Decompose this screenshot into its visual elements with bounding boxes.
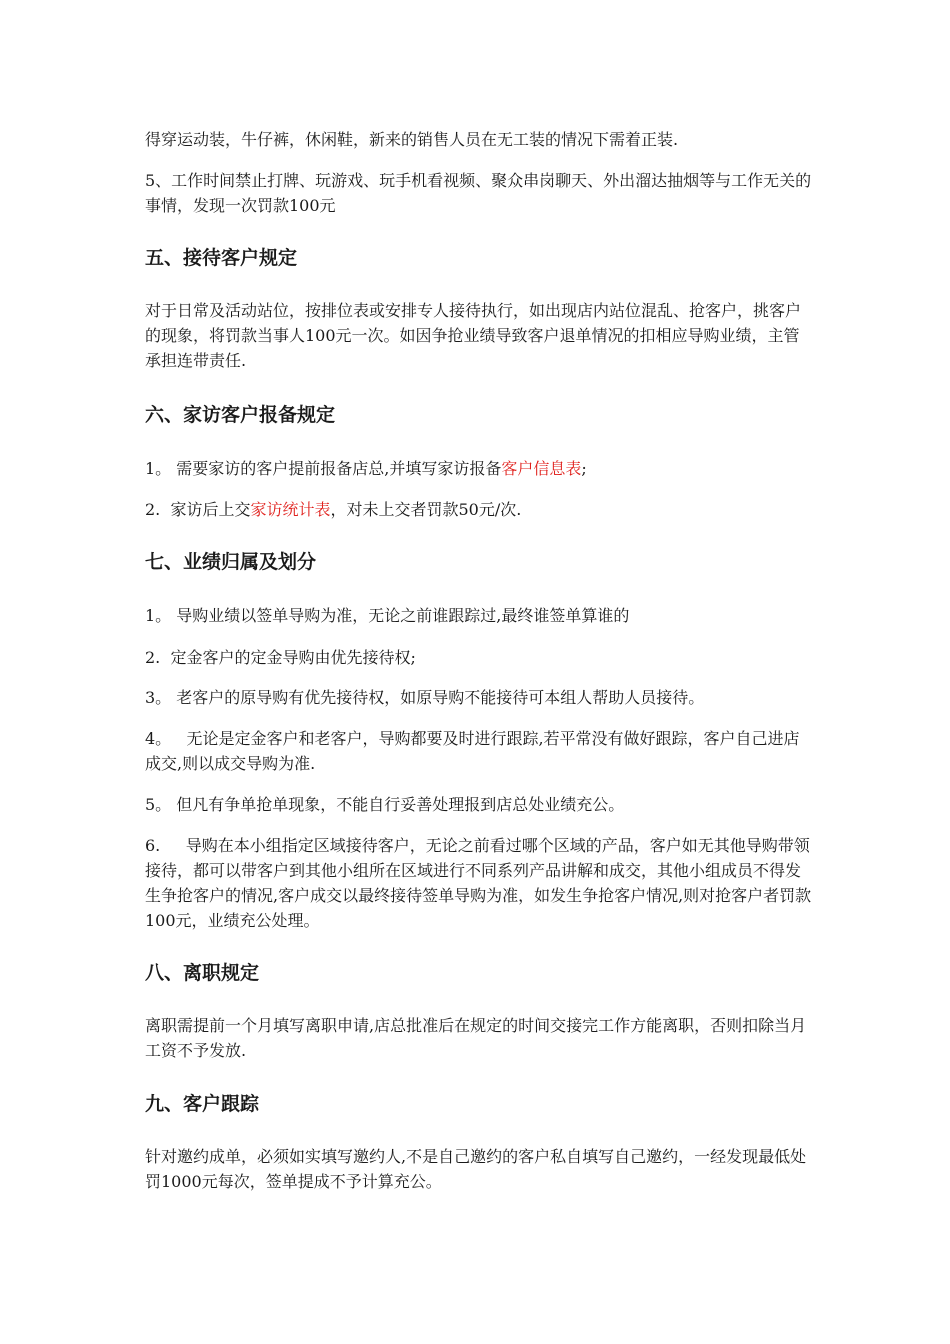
home-visit-stats-form-link: 家访统计表 (250, 500, 331, 519)
heading-customer-follow-up: 九、客户跟踪 (145, 1093, 260, 1115)
performance-item-2: 2. 定金客户的定金导购由优先接待权; (145, 648, 416, 667)
paragraph-customer-follow-up: 针对邀约成单，必须如实填写邀约人,不是自己邀约的客户私自填写自己邀约，一经发现最低处罚1000元每次，签单提成不予计算充公。 (145, 1147, 807, 1191)
customer-info-form-link: 客户信息表 (501, 459, 582, 478)
paragraph-rule-5: 5、工作时间禁止打牌、玩游戏、玩手机看视频、聚众串岗聊天、外出溜达抽烟等与工作无关的事情，发现一次罚款100元 (145, 171, 812, 215)
performance-item-6: 6. 导购在本小组指定区域接待客户，无论之前看过哪个区域的产品，客户如无其他导购带领接待，都可以带客户到其他小组所在区域进行不同系列产品讲解和成交，其他小组成员不得发生争抢客户的情况,客户成交以最终接待签单导购为准，如发生争抢客户情况,则对抢客户者罚款100元，业绩充公处理。 (145, 836, 812, 930)
home-visit-item-1 (145, 456, 815, 481)
home-visit-item-2-end: ，对未上交者罚款50元/次. (330, 500, 522, 519)
home-visit-item-1-text: 1。 需要家访的客户提前报备店总,并填写家访报备 (145, 459, 502, 478)
home-visit-item-2 (145, 497, 815, 522)
performance-item-5: 5。 但凡有争单抢单现象，不能自行妥善处理报到店总处业绩充公。 (145, 795, 625, 814)
paragraph-dress-code-cont: 得穿运动装，牛仔裤，休闲鞋，新来的销售人员在无工装的情况下需着正装. (145, 130, 679, 149)
performance-item-3: 3。 老客户的原导购有优先接待权，如原导购不能接待可本组人帮助人员接待。 (145, 688, 705, 707)
paragraph-resignation-rules: 离职需提前一个月填写离职申请,店总批准后在规定的时间交接完工作方能离职，否则扣除当月工资不予发放. (145, 1016, 807, 1060)
paragraph-reception-rules: 对于日常及活动站位，按排位表或安排专人接待执行，如出现店内站位混乱、抢客户，挑客户的现象，将罚款当事人100元一次。如因争抢业绩导致客户退单情况的扣相应导购业绩，主管承担连带责任. (145, 301, 802, 370)
heading-home-visit-rules: 六、家访客户报备规定 (145, 404, 336, 426)
performance-item-4: 4。 无论是定金客户和老客户，导购都要及时进行跟踪,若平常没有做好跟踪，客户自己进店成交,则以成交导购为准. (145, 729, 800, 773)
heading-performance-attribution: 七、业绩归属及划分 (145, 551, 317, 573)
home-visit-item-2-text: 2. 家访后上交 (145, 500, 251, 519)
heading-reception-rules: 五、接待客户规定 (145, 247, 298, 269)
performance-item-1: 1。 导购业绩以签单导购为准，无论之前谁跟踪过,最终谁签单算谁的 (145, 606, 630, 625)
home-visit-item-1-end: ; (581, 459, 587, 478)
heading-resignation-rules: 八、离职规定 (145, 962, 260, 984)
